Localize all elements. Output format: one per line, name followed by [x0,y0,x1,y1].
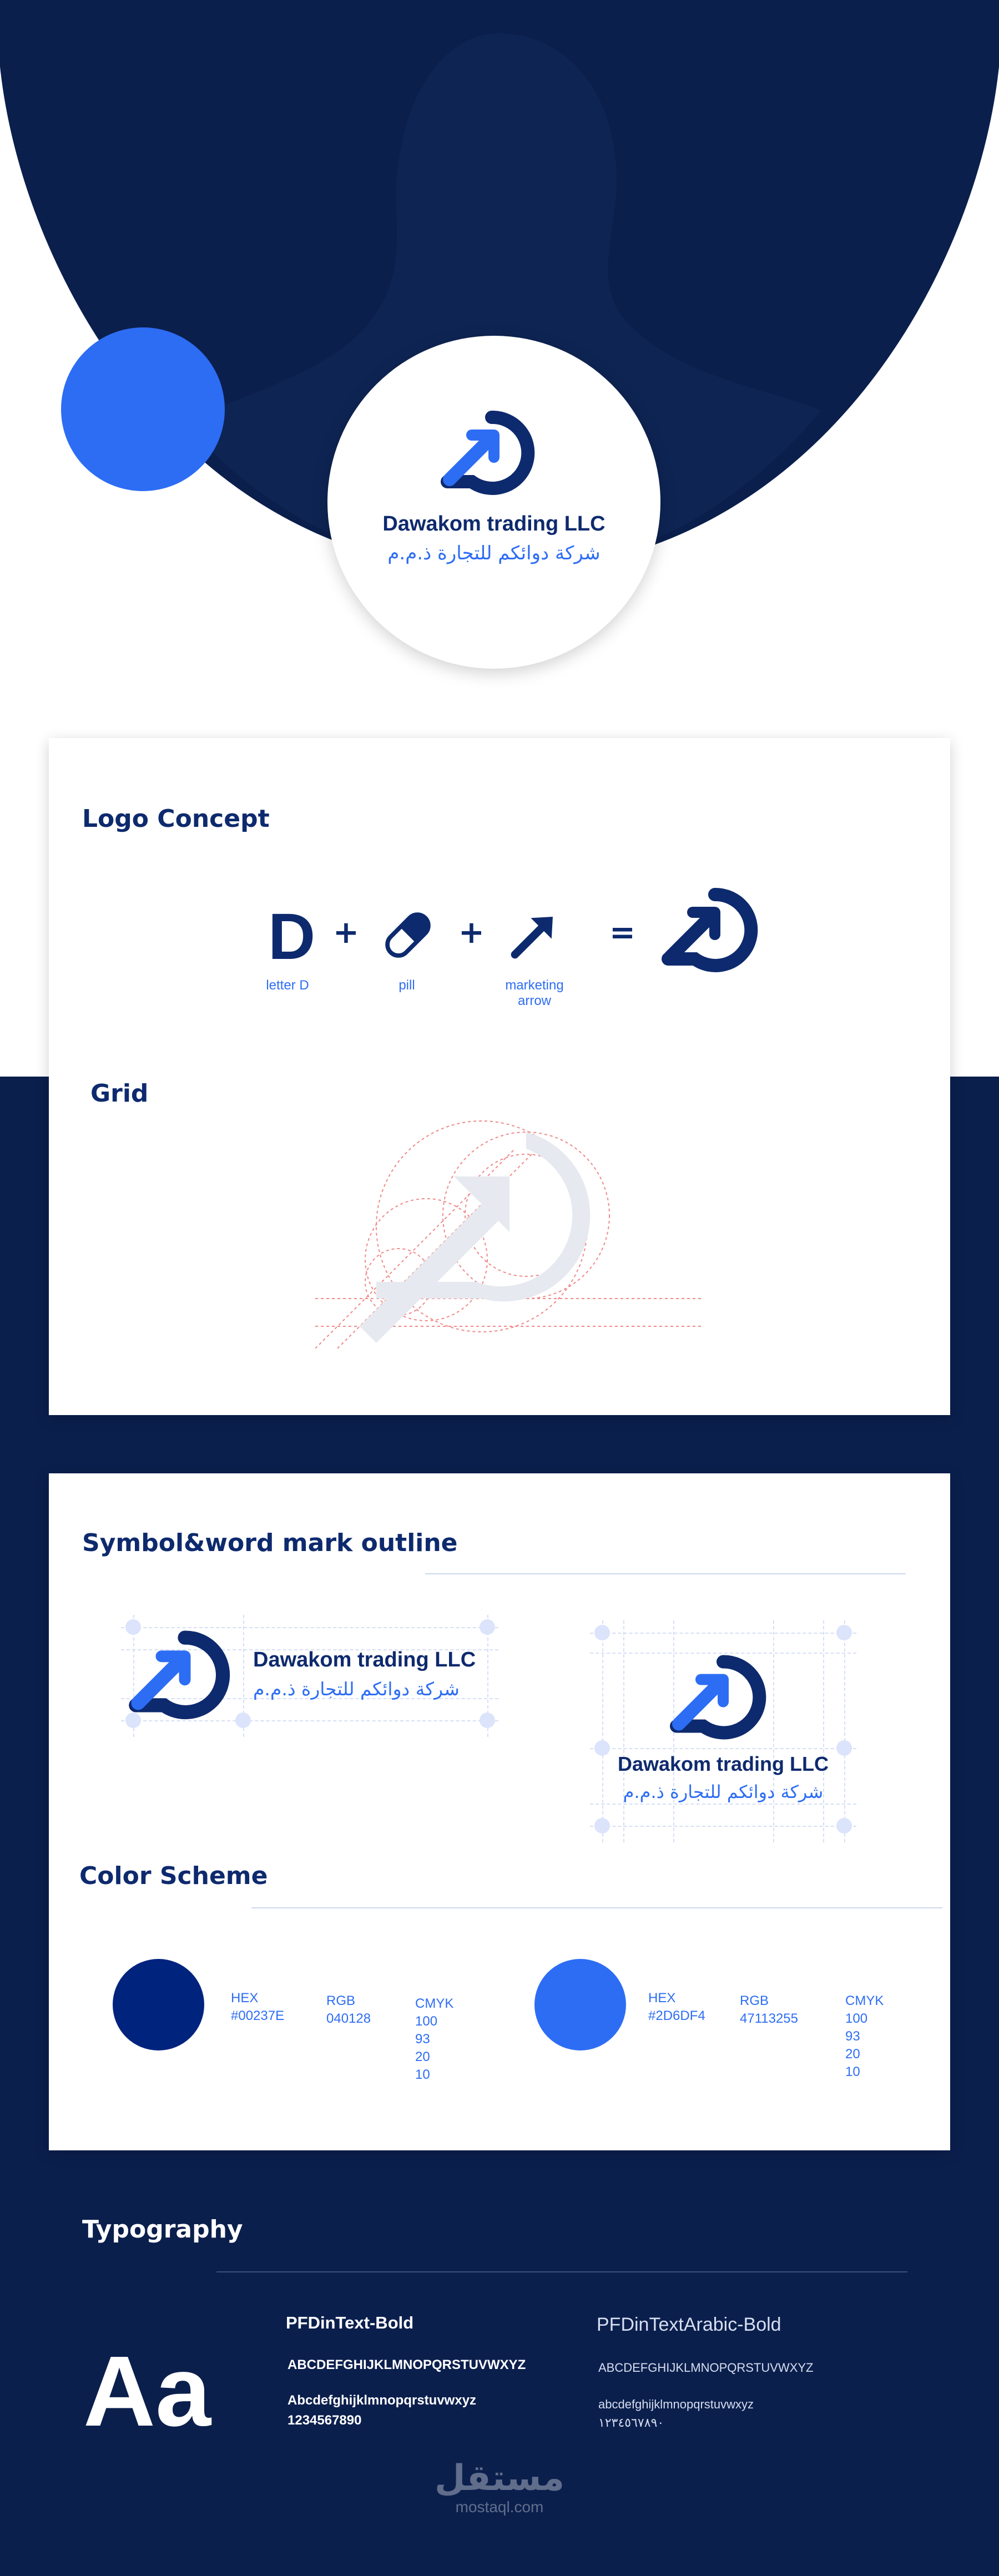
marketing-arrow-icon [504,905,565,966]
dawakom-logo-icon [659,885,770,979]
cmyk-value: 100 93 20 10 [415,2014,438,2082]
concept-card [49,738,950,1415]
dawakom-logo-icon [438,408,549,502]
outline-card [49,1473,950,2150]
rgb-value: 47113255 [740,2011,798,2026]
type-specimen: Aa [83,2336,211,2447]
cmyk-label: CMYK [415,1996,454,2011]
equals-sign: = [609,915,635,951]
outline-title: Symbol&word mark outline [82,1529,458,1557]
rgb-label: RGB [740,1993,769,2008]
hex-label: HEX [231,1991,259,2006]
plus-sign: + [458,915,485,951]
letter-d-glyph: D [268,900,316,973]
latin-font-name: PFDinText-Bold [286,2313,414,2332]
hero-name-ar: شركة دوائكم للتجارة ذ.م.م [387,542,601,564]
hero-logo-badge [327,336,660,669]
color-scheme-rule [251,1907,942,1908]
arabic-digits: ١٢٣٤٥٦٧٨٩٠ [598,2416,664,2430]
rgb-label: RGB [326,1993,356,2008]
typography-rule [216,2271,907,2272]
cmyk-value: 100 93 20 10 [845,2011,868,2079]
dawakom-logo-icon [127,1629,243,1726]
color-swatch-blue [534,1959,626,2050]
hero [0,0,999,721]
color-swatch-navy [113,1959,204,2050]
plus-sign: + [333,915,359,951]
marketing-arrow-label: marketing arrow [505,978,564,1008]
grid-dot [480,1713,495,1728]
watermark-en: mostaql.com [455,2498,544,2516]
hero-name-en: Dawakom trading LLC [382,512,606,536]
logo-concept-title: Logo Concept [82,805,270,833]
arabic-lowercase: abcdefghijklmnopqrstuvwxyz [598,2397,754,2411]
typography-title: Typography [82,2215,243,2244]
watermark-logo [422,2458,577,2516]
rgb-value: 040128 [326,2011,371,2026]
grid-dot [836,1818,852,1833]
stacked-name-en: Dawakom trading LLC [617,1752,829,1775]
pill-label: pill [398,978,415,993]
lockup-name-ar: شركة دوائكم للتجارة ذ.م.م [253,1678,460,1700]
grid-dot [594,1818,610,1833]
grid-dot [594,1625,610,1640]
hex-value: #00237E [231,2008,285,2023]
hex-value: #2D6DF4 [648,2008,705,2023]
letter-d-label: letter D [266,978,309,993]
latin-digits: 1234567890 [287,2413,362,2428]
color-scheme-title: Color Scheme [79,1862,268,1890]
watermark-ar: مستقل [434,2458,565,2499]
latin-uppercase: ABCDEFGHIJKLMNOPQRSTUVWXYZ [287,2357,526,2372]
stacked-name-ar: شركة دوائكم للتجارة ذ.م.م [623,1781,824,1802]
outline-rule [425,1573,906,1574]
grid-dot [836,1625,852,1640]
arabic-uppercase: ABCDEFGHIJKLMNOPQRSTUVWXYZ [598,2361,814,2375]
arabic-font-name: PFDinTextArabic-Bold [597,2314,781,2335]
horizontal-lockup [121,1615,498,1737]
pill-icon [377,905,438,966]
grid-title: Grid [90,1079,149,1108]
accent-circle [61,327,225,491]
logo-grid-diagram [315,1115,704,1348]
latin-lowercase: Abcdefghijklmnopqrstuvwxyz [287,2393,477,2408]
cmyk-label: CMYK [845,1993,884,2008]
dawakom-logo-icon [668,1654,779,1745]
lockup-name-en: Dawakom trading LLC [253,1648,476,1671]
hex-label: HEX [648,1991,676,2006]
stacked-lockup [590,1620,856,1842]
grid-dot [480,1619,495,1635]
